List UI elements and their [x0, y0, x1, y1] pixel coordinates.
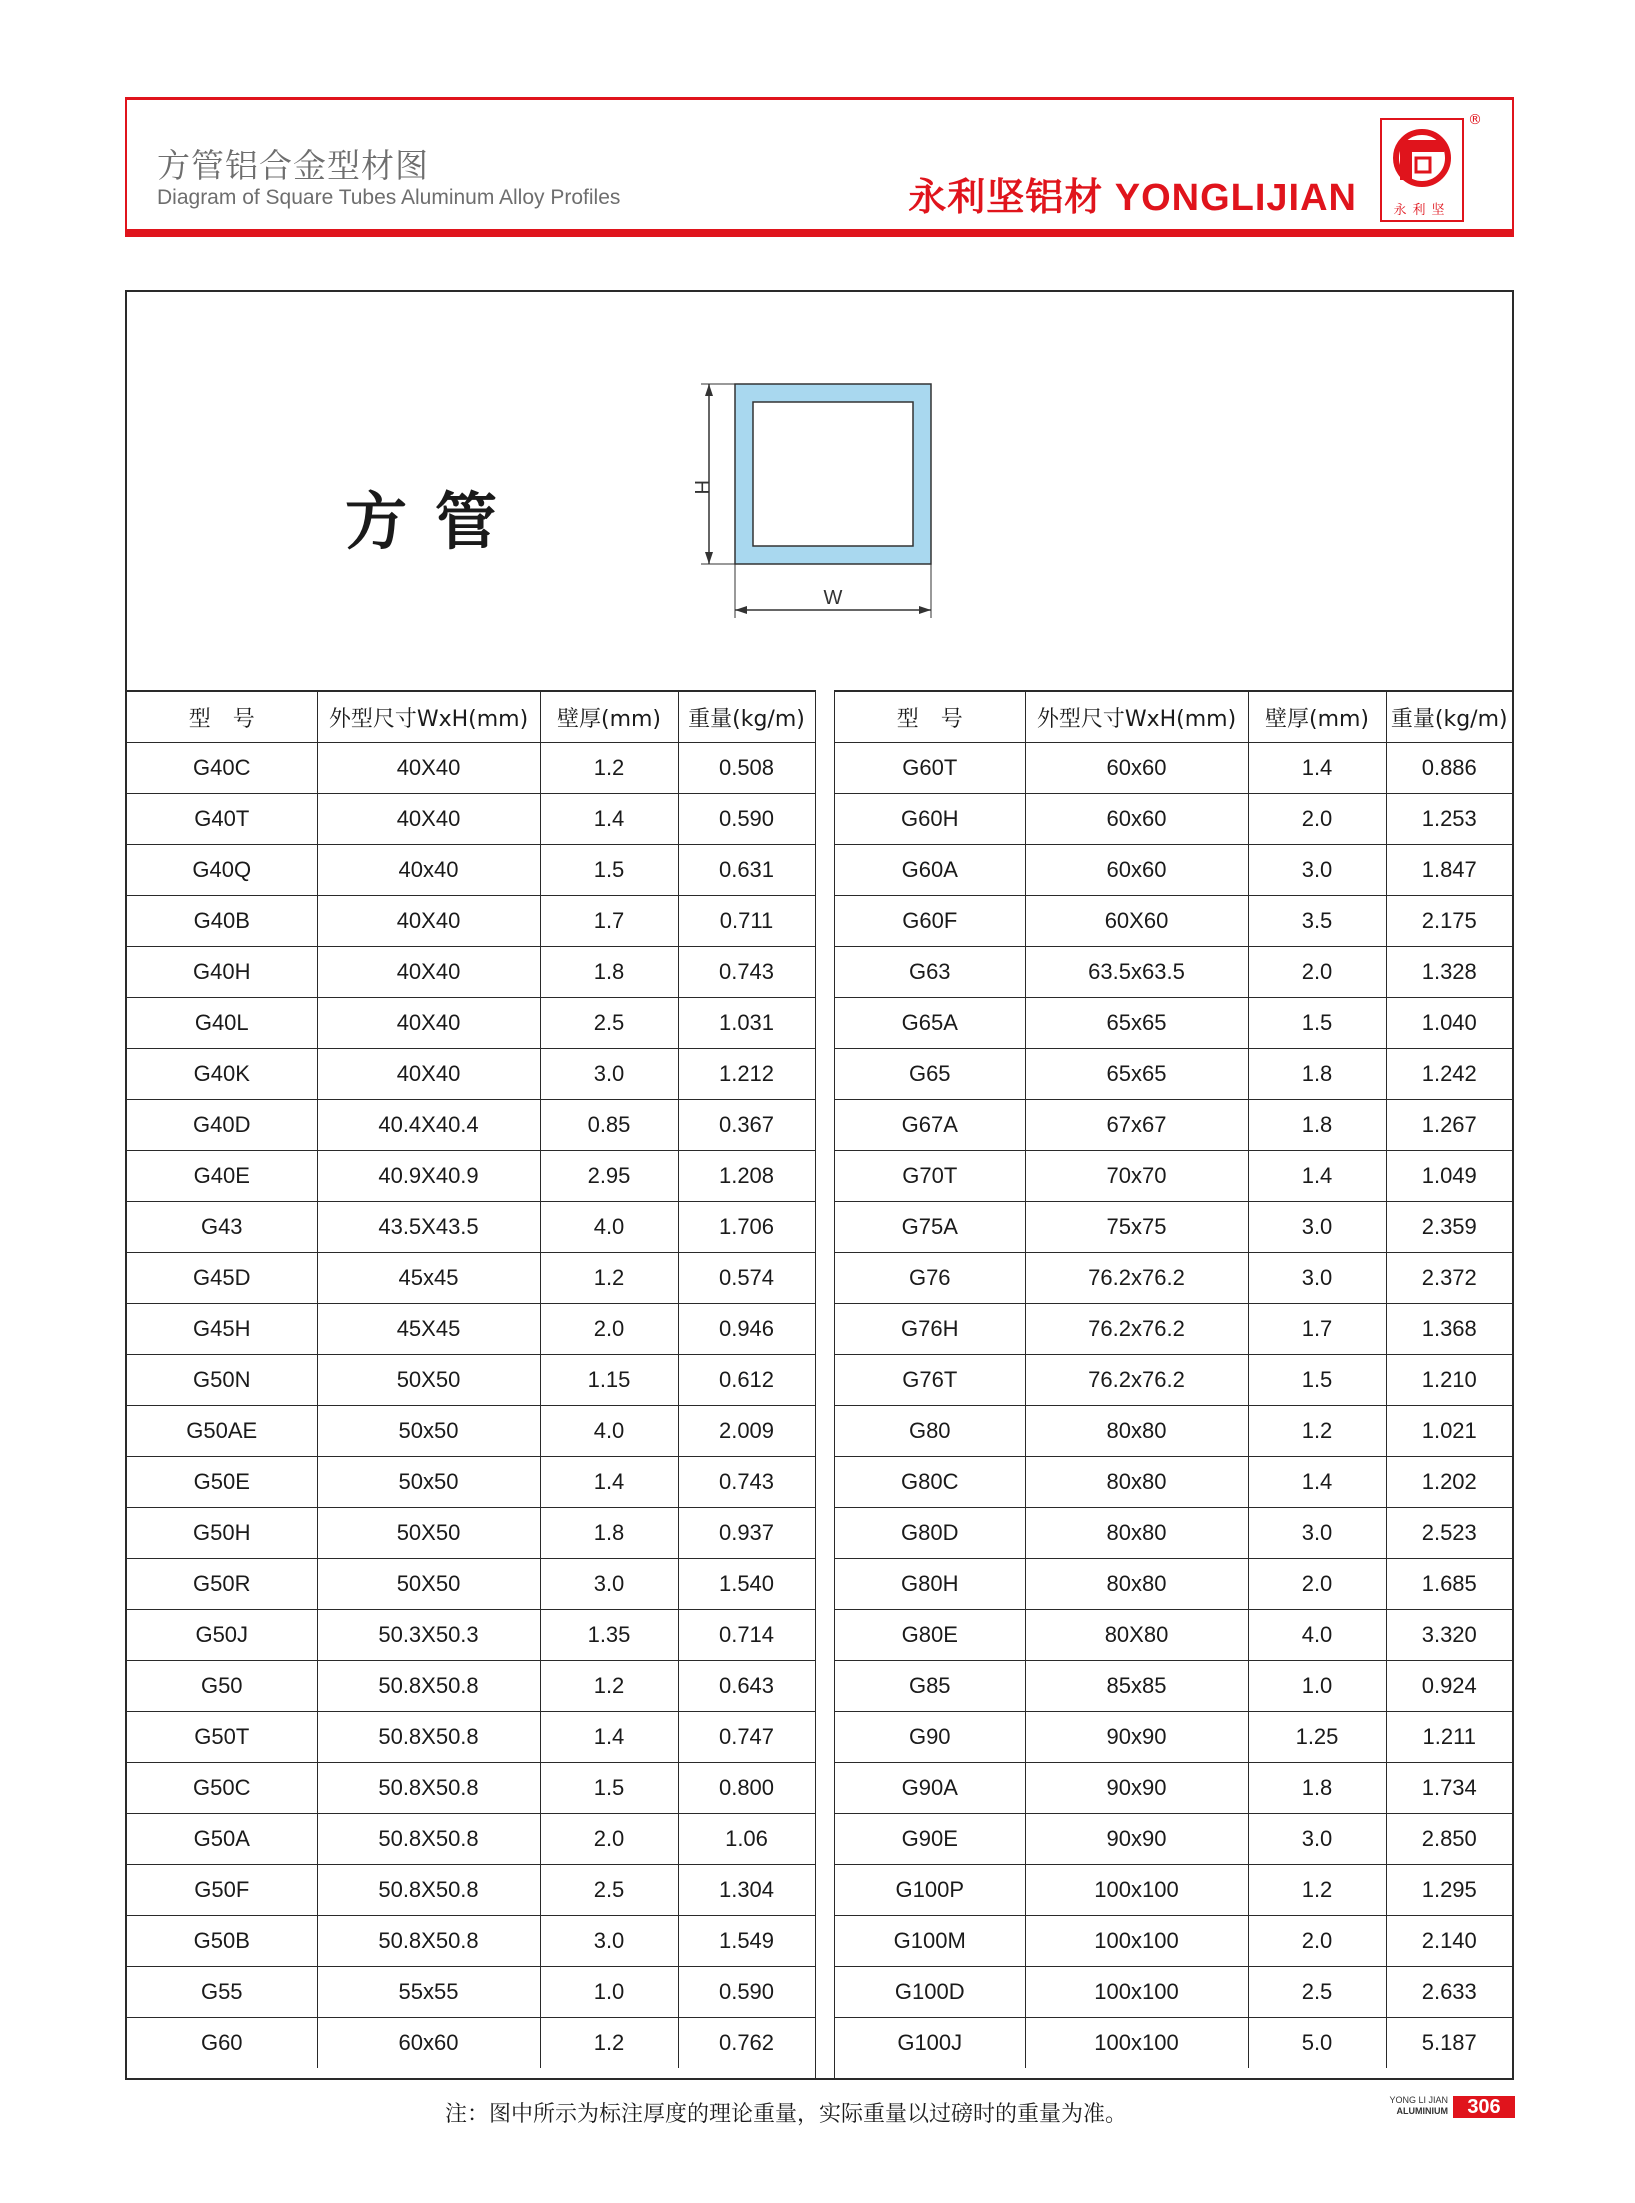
table-cell: 2.5	[1248, 1967, 1386, 2018]
table-cell: G90A	[835, 1763, 1025, 1814]
table-row	[835, 1406, 1512, 1457]
table-cell: G40Q	[127, 845, 317, 896]
table-cell: 1.253	[1386, 794, 1512, 845]
table-cell: G45D	[127, 1253, 317, 1304]
table-row	[835, 2018, 1512, 2069]
page-tag-line1: YONG LI JIAN	[1389, 2095, 1448, 2105]
table-cell: 50x50	[317, 1406, 540, 1457]
column-header: 重量(kg/m)	[678, 691, 815, 743]
table-row	[835, 1610, 1512, 1661]
table-cell: 1.549	[678, 1916, 815, 1967]
table-cell: G50H	[127, 1508, 317, 1559]
table-cell: 100x100	[1025, 1916, 1248, 1967]
table-row	[127, 1967, 815, 2018]
table-cell: 0.590	[678, 1967, 815, 2018]
table-cell: 0.747	[678, 1712, 815, 1763]
table-row	[127, 1151, 815, 1202]
table-cell: 1.685	[1386, 1559, 1512, 1610]
table-row	[127, 1457, 815, 1508]
table-cell: 40X40	[317, 998, 540, 1049]
table-cell: 75x75	[1025, 1202, 1248, 1253]
table-cell: 2.175	[1386, 896, 1512, 947]
table-cell: 1.5	[1248, 1355, 1386, 1406]
table-row	[835, 1661, 1512, 1712]
table-cell: 90x90	[1025, 1814, 1248, 1865]
table-row	[835, 794, 1512, 845]
column-header: 壁厚(mm)	[540, 691, 678, 743]
logo-icon	[1382, 120, 1462, 200]
table-cell: 100x100	[1025, 2018, 1248, 2069]
table-cell: 40X40	[317, 743, 540, 794]
table-cell: G50C	[127, 1763, 317, 1814]
table-cell: 63.5x63.5	[1025, 947, 1248, 998]
table-cell: 76.2x76.2	[1025, 1253, 1248, 1304]
table-row	[127, 1559, 815, 1610]
table-row	[127, 896, 815, 947]
table-cell: 40.9X40.9	[317, 1151, 540, 1202]
table-row	[835, 1049, 1512, 1100]
table-cell: 50X50	[317, 1508, 540, 1559]
table-row	[127, 1304, 815, 1355]
table-row	[835, 1304, 1512, 1355]
table-cell: 3.0	[1248, 1202, 1386, 1253]
table-cell: G100M	[835, 1916, 1025, 1967]
table-cell: G50F	[127, 1865, 317, 1916]
table-cell: 0.508	[678, 743, 815, 794]
table-cell: G100D	[835, 1967, 1025, 2018]
table-cell: G40E	[127, 1151, 317, 1202]
table-cell: G50A	[127, 1814, 317, 1865]
table-cell: 50X50	[317, 1559, 540, 1610]
table-cell: G40C	[127, 743, 317, 794]
table-cell: 0.574	[678, 1253, 815, 1304]
table-cell: 50.8X50.8	[317, 1865, 540, 1916]
table-cell: 1.25	[1248, 1712, 1386, 1763]
table-cell: 0.590	[678, 794, 815, 845]
table-cell: 3.0	[540, 1559, 678, 1610]
table-cell: 1.7	[540, 896, 678, 947]
table-cell: 1.5	[540, 1763, 678, 1814]
table-row	[835, 998, 1512, 1049]
table-row	[835, 1763, 1512, 1814]
table-cell: 1.8	[1248, 1100, 1386, 1151]
table-cell: 1.5	[540, 845, 678, 896]
table-cell: 3.0	[540, 1916, 678, 1967]
table-cell: 100x100	[1025, 1967, 1248, 2018]
table-row	[127, 1814, 815, 1865]
table-row	[127, 1610, 815, 1661]
table-cell: 1.06	[678, 1814, 815, 1865]
table-cell: 1.15	[540, 1355, 678, 1406]
table-cell: 3.320	[1386, 1610, 1512, 1661]
square-tube-diagram	[687, 382, 947, 622]
table-cell: G60H	[835, 794, 1025, 845]
logo-caption: 永利坚	[1393, 203, 1451, 218]
table-cell: 80x80	[1025, 1457, 1248, 1508]
product-name: 方管	[345, 485, 526, 558]
table-row	[127, 1916, 815, 1967]
column-header: 型 号	[127, 691, 317, 743]
table-cell: 0.886	[1386, 743, 1512, 794]
table-cell: 40.4X40.4	[317, 1100, 540, 1151]
table-cell: G55	[127, 1967, 317, 2018]
table-cell: G40D	[127, 1100, 317, 1151]
table-cell: 4.0	[540, 1406, 678, 1457]
table-cell: 50x50	[317, 1457, 540, 1508]
column-header: 重量(kg/m)	[1386, 691, 1512, 743]
page-tag-line2: ALUMINIUM	[1396, 2106, 1448, 2116]
table-cell: 80x80	[1025, 1559, 1248, 1610]
table-cell: G50J	[127, 1610, 317, 1661]
table-cell: 1.734	[1386, 1763, 1512, 1814]
table-cell: 1.8	[540, 947, 678, 998]
table-cell: G50	[127, 1661, 317, 1712]
table-cell: G40T	[127, 794, 317, 845]
table-cell: 60x60	[1025, 743, 1248, 794]
table-cell: 1.021	[1386, 1406, 1512, 1457]
table-cell: 3.0	[540, 1049, 678, 1100]
table-cell: 80X80	[1025, 1610, 1248, 1661]
page-tag-text	[1380, 2095, 1448, 2117]
table-cell: 1.212	[678, 1049, 815, 1100]
table-cell: 1.8	[1248, 1763, 1386, 1814]
table-cell: 50.8X50.8	[317, 1814, 540, 1865]
table-cell: 3.0	[1248, 1508, 1386, 1559]
table-cell: 65x65	[1025, 998, 1248, 1049]
table-cell: 1.540	[678, 1559, 815, 1610]
column-header: 外型尺寸WxH(mm)	[317, 691, 540, 743]
table-cell: 4.0	[1248, 1610, 1386, 1661]
table-cell: 76.2x76.2	[1025, 1304, 1248, 1355]
table-cell: 1.049	[1386, 1151, 1512, 1202]
table-row	[127, 1508, 815, 1559]
table-cell: 50.8X50.8	[317, 1916, 540, 1967]
table-cell: G50T	[127, 1712, 317, 1763]
table-cell: 2.0	[1248, 794, 1386, 845]
table-cell: 1.7	[1248, 1304, 1386, 1355]
table-cell: 1.4	[540, 1712, 678, 1763]
table-row	[127, 1865, 815, 1916]
column-header: 型 号	[835, 691, 1025, 743]
column-header: 壁厚(mm)	[1248, 691, 1386, 743]
table-cell: G80C	[835, 1457, 1025, 1508]
table-cell: 4.0	[540, 1202, 678, 1253]
table-cell: G40K	[127, 1049, 317, 1100]
table-cell: G90E	[835, 1814, 1025, 1865]
table-cell: 1.304	[678, 1865, 815, 1916]
table-cell: 60X60	[1025, 896, 1248, 947]
table-cell: 1.368	[1386, 1304, 1512, 1355]
table-cell: G80E	[835, 1610, 1025, 1661]
table-row	[835, 1559, 1512, 1610]
table-cell: 2.5	[540, 998, 678, 1049]
table-cell: 2.0	[1248, 1559, 1386, 1610]
table-cell: 0.85	[540, 1100, 678, 1151]
table-cell: 2.0	[540, 1304, 678, 1355]
dimension-h-label: H	[690, 480, 712, 495]
table-cell: 90x90	[1025, 1763, 1248, 1814]
table-cell: G80D	[835, 1508, 1025, 1559]
table-row	[835, 896, 1512, 947]
table-cell: G50B	[127, 1916, 317, 1967]
table-cell: G50N	[127, 1355, 317, 1406]
registered-mark: ®	[1468, 112, 1482, 128]
spec-table-right	[835, 690, 1512, 2068]
table-cell: 0.743	[678, 947, 815, 998]
table-row	[835, 1151, 1512, 1202]
table-cell: 1.8	[540, 1508, 678, 1559]
table-cell: 1.2	[1248, 1406, 1386, 1457]
table-row	[835, 1202, 1512, 1253]
table-cell: G67A	[835, 1100, 1025, 1151]
table-cell: 3.0	[1248, 845, 1386, 896]
table-cell: G40H	[127, 947, 317, 998]
table-cell: 50X50	[317, 1355, 540, 1406]
table-cell: G65A	[835, 998, 1025, 1049]
table-cell: 1.0	[540, 1967, 678, 2018]
table-row	[127, 794, 815, 845]
table-row	[127, 1406, 815, 1457]
table-cell: 2.0	[1248, 947, 1386, 998]
table-cell: 3.0	[1248, 1814, 1386, 1865]
table-row	[835, 1253, 1512, 1304]
table-cell: 50.8X50.8	[317, 1661, 540, 1712]
brand-name: 永利坚铝材 YONGLIJIAN	[908, 177, 1357, 219]
table-cell: 65x65	[1025, 1049, 1248, 1100]
table-cell: 1.5	[1248, 998, 1386, 1049]
table-cell: 2.633	[1386, 1967, 1512, 2018]
table-cell: 2.009	[678, 1406, 815, 1457]
table-cell: 0.367	[678, 1100, 815, 1151]
table-cell: 76.2x76.2	[1025, 1355, 1248, 1406]
table-cell: 2.523	[1386, 1508, 1512, 1559]
table-cell: G43	[127, 1202, 317, 1253]
table-cell: 1.847	[1386, 845, 1512, 896]
table-cell: 50.8X50.8	[317, 1712, 540, 1763]
table-cell: 1.031	[678, 998, 815, 1049]
page-tag	[1380, 2093, 1515, 2123]
table-row	[127, 743, 815, 794]
table-cell: G85	[835, 1661, 1025, 1712]
table-cell: G50E	[127, 1457, 317, 1508]
table-cell: 1.4	[540, 1457, 678, 1508]
table-row	[835, 1355, 1512, 1406]
table-cell: G50AE	[127, 1406, 317, 1457]
table-cell: 50.8X50.8	[317, 1763, 540, 1814]
table-cell: G80H	[835, 1559, 1025, 1610]
header-title-cn: 方管铝合金型材图	[157, 146, 429, 185]
table-cell: 1.210	[1386, 1355, 1512, 1406]
table-cell: 2.0	[540, 1814, 678, 1865]
table-row	[835, 1100, 1512, 1151]
table-row	[127, 1202, 815, 1253]
table-cell: 45x45	[317, 1253, 540, 1304]
spec-table-left	[127, 690, 816, 2068]
table-cell: 40X40	[317, 1049, 540, 1100]
table-cell: 1.4	[540, 794, 678, 845]
table-cell: 50.3X50.3	[317, 1610, 540, 1661]
table-cell: 1.2	[1248, 1865, 1386, 1916]
table-cell: G40B	[127, 896, 317, 947]
table-cell: 1.242	[1386, 1049, 1512, 1100]
table-cell: 1.4	[1248, 743, 1386, 794]
table-cell: 1.2	[540, 1661, 678, 1712]
table-row	[127, 1253, 815, 1304]
table-row	[835, 947, 1512, 998]
table-row	[127, 1355, 815, 1406]
table-cell: 1.35	[540, 1610, 678, 1661]
header-title-en: Diagram of Square Tubes Aluminum Alloy Profiles	[157, 186, 621, 209]
table-cell: 0.800	[678, 1763, 815, 1814]
column-header: 外型尺寸WxH(mm)	[1025, 691, 1248, 743]
table-cell: 1.208	[678, 1151, 815, 1202]
brand-logo	[1380, 118, 1464, 222]
table-cell: 1.267	[1386, 1100, 1512, 1151]
table-row	[127, 1763, 815, 1814]
table-row	[835, 1814, 1512, 1865]
table-cell: 1.4	[1248, 1457, 1386, 1508]
table-cell: 0.612	[678, 1355, 815, 1406]
table-cell: 1.8	[1248, 1049, 1386, 1100]
table-cell: 3.0	[1248, 1253, 1386, 1304]
table-cell: 2.95	[540, 1151, 678, 1202]
table-cell: 1.2	[540, 1253, 678, 1304]
table-cell: G50R	[127, 1559, 317, 1610]
table-cell: 1.706	[678, 1202, 815, 1253]
table-cell: 0.714	[678, 1610, 815, 1661]
table-cell: 2.850	[1386, 1814, 1512, 1865]
table-row	[835, 1967, 1512, 2018]
table-cell: 0.643	[678, 1661, 815, 1712]
table-cell: 0.711	[678, 896, 815, 947]
header-rule	[125, 229, 1514, 237]
table-row	[127, 1049, 815, 1100]
table-cell: G60F	[835, 896, 1025, 947]
table-cell: G76	[835, 1253, 1025, 1304]
table-row	[127, 1712, 815, 1763]
table-row	[835, 743, 1512, 794]
table-cell: 0.762	[678, 2018, 815, 2069]
table-cell: G90	[835, 1712, 1025, 1763]
table-cell: 40X40	[317, 794, 540, 845]
table-cell: G45H	[127, 1304, 317, 1355]
dimension-w-label: W	[823, 587, 843, 609]
table-cell: 5.187	[1386, 2018, 1512, 2069]
table-cell: G60T	[835, 743, 1025, 794]
table-cell: 40X40	[317, 947, 540, 998]
table-cell: 0.631	[678, 845, 815, 896]
table-cell: G60A	[835, 845, 1025, 896]
table-cell: G70T	[835, 1151, 1025, 1202]
table-cell: G65	[835, 1049, 1025, 1100]
table-cell: 2.5	[540, 1865, 678, 1916]
table-gap	[815, 690, 835, 2080]
table-row	[835, 1508, 1512, 1559]
table-row	[835, 1712, 1512, 1763]
table-cell: 1.328	[1386, 947, 1512, 998]
table-cell: 60x60	[1025, 845, 1248, 896]
table-cell: 60x60	[1025, 794, 1248, 845]
table-cell: 1.202	[1386, 1457, 1512, 1508]
table-cell: 60x60	[317, 2018, 540, 2069]
table-cell: 1.295	[1386, 1865, 1512, 1916]
table-cell: 1.4	[1248, 1151, 1386, 1202]
table-cell: 85x85	[1025, 1661, 1248, 1712]
table-cell: 2.372	[1386, 1253, 1512, 1304]
footnote: 注：图中所示为标注厚度的理论重量，实际重量以过磅时的重量为准。	[445, 2102, 1128, 2127]
table-row	[127, 947, 815, 998]
table-cell: 0.946	[678, 1304, 815, 1355]
table-cell: 0.937	[678, 1508, 815, 1559]
table-cell: 40X40	[317, 896, 540, 947]
table-cell: 90x90	[1025, 1712, 1248, 1763]
table-cell: G76H	[835, 1304, 1025, 1355]
table-cell: G100J	[835, 2018, 1025, 2069]
table-cell: 1.0	[1248, 1661, 1386, 1712]
table-row	[835, 1916, 1512, 1967]
table-cell: 1.040	[1386, 998, 1512, 1049]
table-cell: 100x100	[1025, 1865, 1248, 1916]
content-frame	[125, 290, 1514, 2080]
table-cell: 80x80	[1025, 1508, 1248, 1559]
table-row	[127, 1661, 815, 1712]
table-cell: G80	[835, 1406, 1025, 1457]
table-row	[127, 1100, 815, 1151]
table-row	[835, 1865, 1512, 1916]
table-cell: 0.743	[678, 1457, 815, 1508]
table-cell: 1.211	[1386, 1712, 1512, 1763]
table-cell: 45X45	[317, 1304, 540, 1355]
page-number: 306	[1453, 2096, 1515, 2118]
table-row	[127, 2018, 815, 2069]
table-cell: 43.5X43.5	[317, 1202, 540, 1253]
table-cell: 80x80	[1025, 1406, 1248, 1457]
table-cell: 2.359	[1386, 1202, 1512, 1253]
table-cell: G63	[835, 947, 1025, 998]
table-cell: 1.2	[540, 2018, 678, 2069]
table-cell: 3.5	[1248, 896, 1386, 947]
table-cell: G76T	[835, 1355, 1025, 1406]
table-cell: G60	[127, 2018, 317, 2069]
table-cell: 5.0	[1248, 2018, 1386, 2069]
table-cell: 0.924	[1386, 1661, 1512, 1712]
table-row	[835, 1457, 1512, 1508]
table-cell: G75A	[835, 1202, 1025, 1253]
table-cell: G40L	[127, 998, 317, 1049]
table-cell: 70x70	[1025, 1151, 1248, 1202]
table-cell: 67x67	[1025, 1100, 1248, 1151]
page-header	[125, 97, 1514, 232]
table-row	[835, 845, 1512, 896]
table-cell: 2.140	[1386, 1916, 1512, 1967]
table-row	[127, 845, 815, 896]
table-cell: 2.0	[1248, 1916, 1386, 1967]
table-row	[127, 998, 815, 1049]
table-cell: 55x55	[317, 1967, 540, 2018]
table-cell: 1.2	[540, 743, 678, 794]
table-cell: 40x40	[317, 845, 540, 896]
table-cell: G100P	[835, 1865, 1025, 1916]
